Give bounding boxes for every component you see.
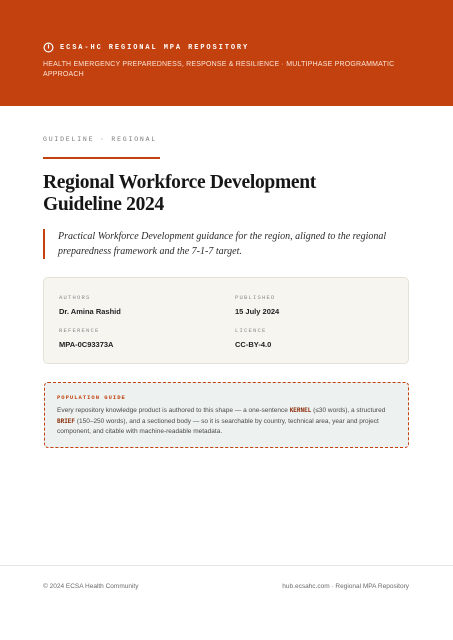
brand[interactable] (43, 42, 249, 53)
meta-authors-value: Dr. Amina Rashid (59, 307, 121, 316)
meta-published (235, 294, 279, 316)
population-guide (44, 382, 409, 448)
meta-published-value: 15 July 2024 (235, 307, 280, 316)
footer-copyright: © 2024 ECSA Health Community (43, 583, 139, 590)
footer-divider (0, 565, 453, 566)
meta-reference (59, 327, 113, 349)
guide-text-part: Every repository knowledge product is authored to this shape — a one-sentence (57, 407, 290, 414)
kernel-code: KERNEL (289, 407, 312, 414)
power-icon (43, 42, 54, 53)
meta-reference-value: MPA-0C93373A (59, 340, 114, 349)
guide-text-part: (150–250 words), and a sectioned body — so it is searchable by country, technical area, year and project component, and citable with machine-readable metadata. (57, 417, 379, 435)
metadata-card (43, 277, 409, 364)
document-kicker: GUIDELINE · REGIONAL (43, 136, 158, 143)
footer-site-link[interactable]: hub.ecsahc.com · Regional MPA Repository (282, 583, 409, 590)
meta-licence-label: LICENCE (235, 327, 267, 334)
document-lede: Practical Workforce Development guidance for the region, aligned to the regional preparedness framework and the 7-1-7 target. (43, 229, 408, 259)
brand-name: ECSA-HC REGIONAL MPA REPOSITORY (60, 43, 250, 52)
site-header (0, 0, 453, 106)
brief-code: BRIEF (57, 417, 76, 425)
population-guide-title: POPULATION GUIDE (57, 394, 126, 401)
guide-text-part: (≤30 words), a structured (311, 407, 386, 414)
meta-reference-label: REFERENCE (59, 327, 100, 334)
site-tagline: HEALTH EMERGENCY PREPAREDNESS, RESPONSE & RESILIENCE · MULTIPHASE PROGRAMMATIC APPROACH (43, 61, 395, 78)
meta-published-label: PUBLISHED (235, 294, 276, 301)
meta-authors-label: AUTHORS (59, 294, 91, 301)
meta-licence (235, 327, 271, 349)
page-title: Regional Workforce Development Guideline 2024 (43, 172, 316, 215)
meta-licence-value: CC-BY-4.0 (235, 340, 272, 349)
accent-divider (43, 157, 160, 159)
population-guide-text (57, 406, 397, 438)
meta-authors (59, 294, 121, 316)
